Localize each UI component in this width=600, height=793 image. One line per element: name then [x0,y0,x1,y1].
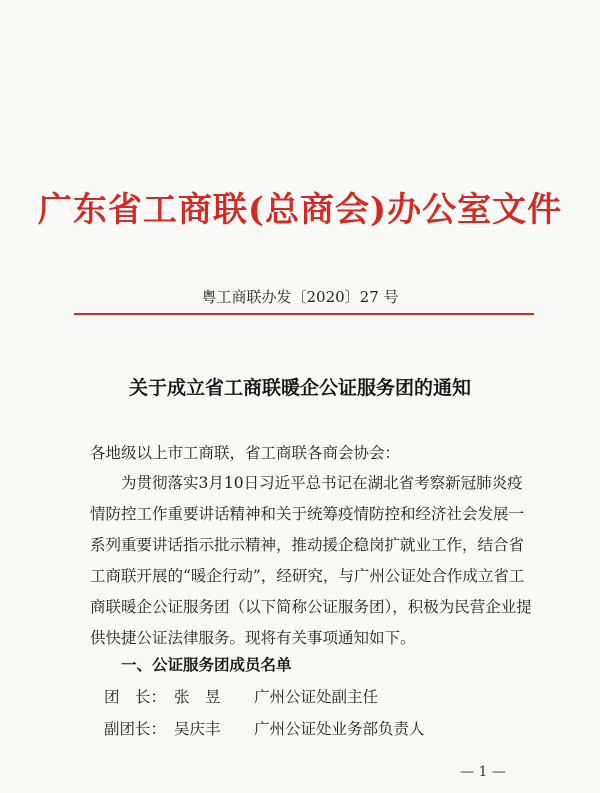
red-divider-line [74,313,534,315]
member-role: 团 长： [104,688,167,706]
body-line: 商联暖企公证服务团（以下简称公证服务团），积极为民营企业提 [90,598,532,616]
member-title: 广州公证处副主任 [254,688,379,706]
member-name: 吴庆丰 [174,720,221,738]
addressee-line: 各地级以上市工商联，省工商联各商会协会： [90,444,401,462]
page-number: — 1 — [460,764,506,780]
body-line: 为贯彻落实3月10日习近平总书记在湖北省考察新冠肺炎疫 [121,474,523,492]
body-line: 情防控工作重要讲话精神和关于统筹疫情防控和经济社会发展一 [90,505,525,523]
member-row [104,684,378,710]
notice-title: 关于成立省工商联暖企公证服务团的通知 [128,377,471,399]
document-number: 粤工商联办发〔2020〕27 号 [201,288,399,306]
member-row [104,716,425,742]
body-line: 供快捷公证法律服务。现将有关事项通知如下。 [90,629,416,647]
notice-body-paragraph [90,468,540,654]
member-title: 广州公证处业务部负责人 [254,720,425,738]
body-line: 工商联开展的“暖企行动”，经研究，与广州公证处合作成立省工 [90,567,525,585]
member-name: 张 昱 [174,688,221,706]
member-role: 副团长： [104,720,167,738]
body-line: 系列重要讲话指示批示精神，推动援企稳岗扩就业工作，结合省 [90,536,525,554]
section-heading: 一、公证服务团成员名单 [121,656,292,674]
document-header-title: 广东省工商联(总商会)办公室文件 [37,190,563,230]
